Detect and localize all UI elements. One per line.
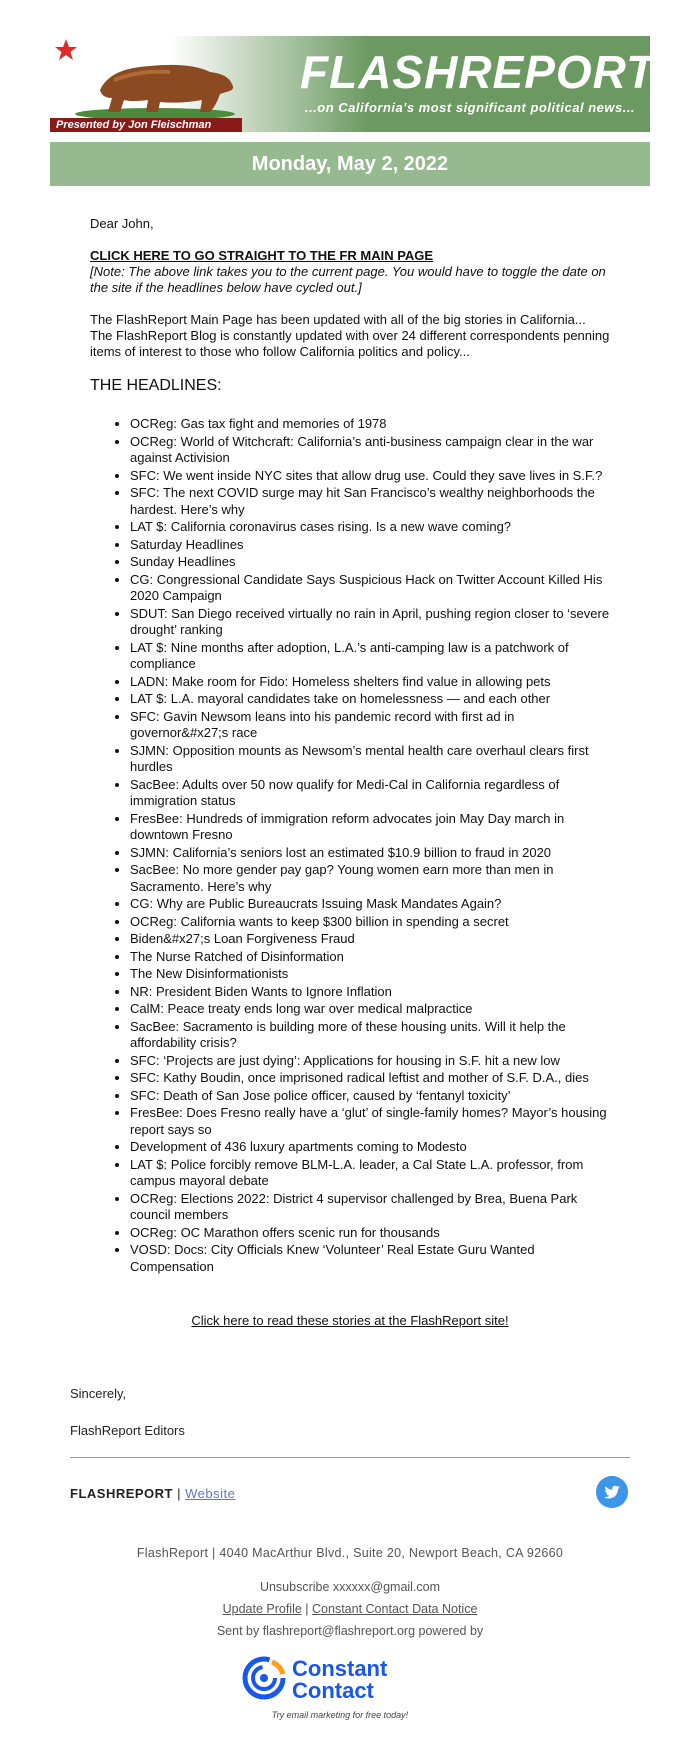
headline-item[interactable]: • SFC: Kathy Boudin, once imprisoned radical leftist and mother of S.F. D.A., dies <box>130 1070 610 1087</box>
headline-item[interactable]: • LAT $: California coronavirus cases rising. Is a new wave coming? <box>130 519 610 536</box>
headline-item[interactable]: • Biden&#x27;s Loan Forgiveness Fraud <box>130 931 610 948</box>
cc-tagline: Try email marketing for free today! <box>271 1710 409 1720</box>
constant-contact-logo-icon <box>242 1656 286 1700</box>
headline-item[interactable]: • LAT $: L.A. mayoral candidates take on homelessness — and each other <box>130 691 610 708</box>
headline-item[interactable]: • FresBee: Does Fresno really have a ‘glut’ of single-family homes? Mayor’s housing report says so <box>130 1105 610 1138</box>
headline-item[interactable]: • OCReg: World of Witchcraft: California’s anti-business campaign clear in the war against Activision <box>130 434 610 467</box>
logo-tagline: ...on California's most significant political news... <box>304 100 636 115</box>
headline-item[interactable]: • Development of 436 luxury apartments coming to Modesto <box>130 1139 610 1156</box>
unsubscribe-text[interactable]: Unsubscribe xxxxxx@gmail.com <box>259 1580 441 1594</box>
sincerely: Sincerely, <box>70 1386 127 1401</box>
headline-item[interactable]: • VOSD: Docs: City Officials Knew ‘Volunteer’ Real Estate Guru Wanted Compensation <box>130 1242 610 1275</box>
footer-separator: | <box>177 1486 182 1501</box>
headline-item[interactable]: • SFC: ‘Projects are just dying’: Applications for housing in S.F. hit a new low <box>130 1053 610 1070</box>
headline-item[interactable]: • LAT $: Police forcibly remove BLM-L.A. leader, a Cal State L.A. professor, from campus mayoral debate <box>130 1157 610 1190</box>
email-body <box>90 216 610 1329</box>
footer-brand <box>70 1486 235 1501</box>
headline-item[interactable]: • OCReg: Elections 2022: District 4 supervisor challenged by Brea, Buena Park council members <box>130 1191 610 1224</box>
closing-block <box>70 1386 630 1460</box>
intro-line-1: The FlashReport Main Page has been updated with all of the big stories in California... <box>90 312 586 327</box>
twitter-icon[interactable] <box>596 1476 628 1508</box>
headline-item[interactable]: • LADN: Make room for Fido: Homeless shelters find value in allowing pets <box>130 674 610 691</box>
data-notice-link[interactable]: Constant Contact Data Notice <box>312 1602 478 1616</box>
logo-title: FLASHREPORT <box>300 46 656 98</box>
sent-by: Sent by flashreport@flashreport.org powered by <box>216 1624 484 1638</box>
headline-item[interactable]: • FresBee: Hundreds of immigration reform advocates join May Day march in downtown Fresno <box>130 811 610 844</box>
headline-item[interactable]: • CG: Why are Public Bureaucrats Issuing Mask Mandates Again? <box>130 896 610 913</box>
footer-divider <box>70 1457 630 1458</box>
headline-item[interactable]: • The New Disinformationists <box>130 966 610 983</box>
headline-item[interactable]: • Saturday Headlines <box>130 537 610 554</box>
headline-item[interactable]: • SJMN: Opposition mounts as Newsom’s mental health care overhaul clears first hurdles <box>130 743 610 776</box>
greeting: Dear John, <box>90 216 154 231</box>
website-link[interactable]: Website <box>185 1486 236 1501</box>
cc-line-2: Contact <box>292 1678 374 1703</box>
note-text: [Note: The above link takes you to the current page. You would have to toggle the date on the site if the headlines below have cycled out.] <box>90 264 606 295</box>
cc-line-1: Constant <box>292 1656 388 1681</box>
footer-brand-name: FLASHREPORT <box>70 1486 173 1501</box>
update-profile-link[interactable]: Update Profile <box>222 1602 302 1616</box>
headlines-list <box>90 416 610 1275</box>
constant-contact-wordmark <box>292 1658 387 1702</box>
headline-item[interactable]: • SDUT: San Diego received virtually no rain in April, pushing region closer to ‘severe drought’ ranking <box>130 606 610 639</box>
headline-item[interactable]: • SacBee: No more gender pay gap? Young women earn more than men in Sacramento. Here’s why <box>130 862 610 895</box>
intro-block <box>90 312 610 360</box>
headline-item[interactable]: • LAT $: Nine months after adoption, L.A.’s anti-camping law is a patchwork of compliance <box>130 640 610 673</box>
read-stories-link[interactable]: Click here to read these stories at the FlashReport site! <box>191 1313 509 1328</box>
presented-by: Presented by Jon Fleischman <box>50 118 242 132</box>
headline-item[interactable]: • The Nurse Ratched of Disinformation <box>130 949 610 966</box>
california-bear-icon <box>70 50 240 120</box>
headline-item[interactable]: • SacBee: Adults over 50 now qualify for Medi-Cal in California regardless of immigration status <box>130 777 610 810</box>
footer-links-separator: | <box>305 1602 309 1616</box>
main-page-link[interactable]: CLICK HERE TO GO STRAIGHT TO THE FR MAIN PAGE <box>90 248 434 263</box>
date-bar: Monday, May 2, 2022 <box>50 142 650 186</box>
headline-item[interactable]: • OCReg: OC Marathon offers scenic run for thousands <box>130 1225 610 1242</box>
headline-item[interactable]: • CalM: Peace treaty ends long war over medical malpractice <box>130 1001 610 1018</box>
headline-item[interactable]: • SFC: Gavin Newsom leans into his pandemic record with first ad in governor&#x27;s race <box>130 709 610 742</box>
headline-item[interactable]: • OCReg: Gas tax fight and memories of 1978 <box>130 416 610 433</box>
headline-item[interactable]: • CG: Congressional Candidate Says Suspicious Hack on Twitter Account Killed His 2020 Campaign <box>130 572 610 605</box>
headline-item[interactable]: • SFC: We went inside NYC sites that allow drug use. Could they save lives in S.F.? <box>130 468 610 485</box>
footer-links <box>0 1602 700 1616</box>
intro-line-2: The FlashReport Blog is constantly updated with over 24 different correspondents penning items of interest to those who follow California politics and policy... <box>90 328 610 359</box>
signature: FlashReport Editors <box>70 1423 185 1438</box>
headline-item[interactable]: • SFC: The next COVID surge may hit San Francisco’s wealthy neighborhoods the hardest. Here’s why <box>130 485 610 518</box>
footer-address: FlashReport | 4040 MacArthur Blvd., Suite 20, Newport Beach, CA 92660 <box>136 1546 564 1560</box>
constant-contact-badge[interactable] <box>240 1656 460 1722</box>
headline-item[interactable]: • SFC: Death of San Jose police officer, caused by ‘fentanyl toxicity’ <box>130 1088 610 1105</box>
footer-brand-row <box>70 1476 630 1510</box>
headline-item[interactable]: • SacBee: Sacramento is building more of these housing units. Will it help the affordability crisis? <box>130 1019 610 1052</box>
headline-item[interactable]: • NR: President Biden Wants to Ignore Inflation <box>130 984 610 1001</box>
headline-item[interactable]: • OCReg: California wants to keep $300 billion in spending a secret <box>130 914 610 931</box>
header-banner[interactable] <box>50 36 656 132</box>
headline-item[interactable]: • SJMN: California’s seniors lost an estimated $10.9 billion to fraud in 2020 <box>130 845 610 862</box>
headline-item[interactable]: • Sunday Headlines <box>130 554 610 571</box>
headlines-title: THE HEADLINES: <box>90 377 222 394</box>
